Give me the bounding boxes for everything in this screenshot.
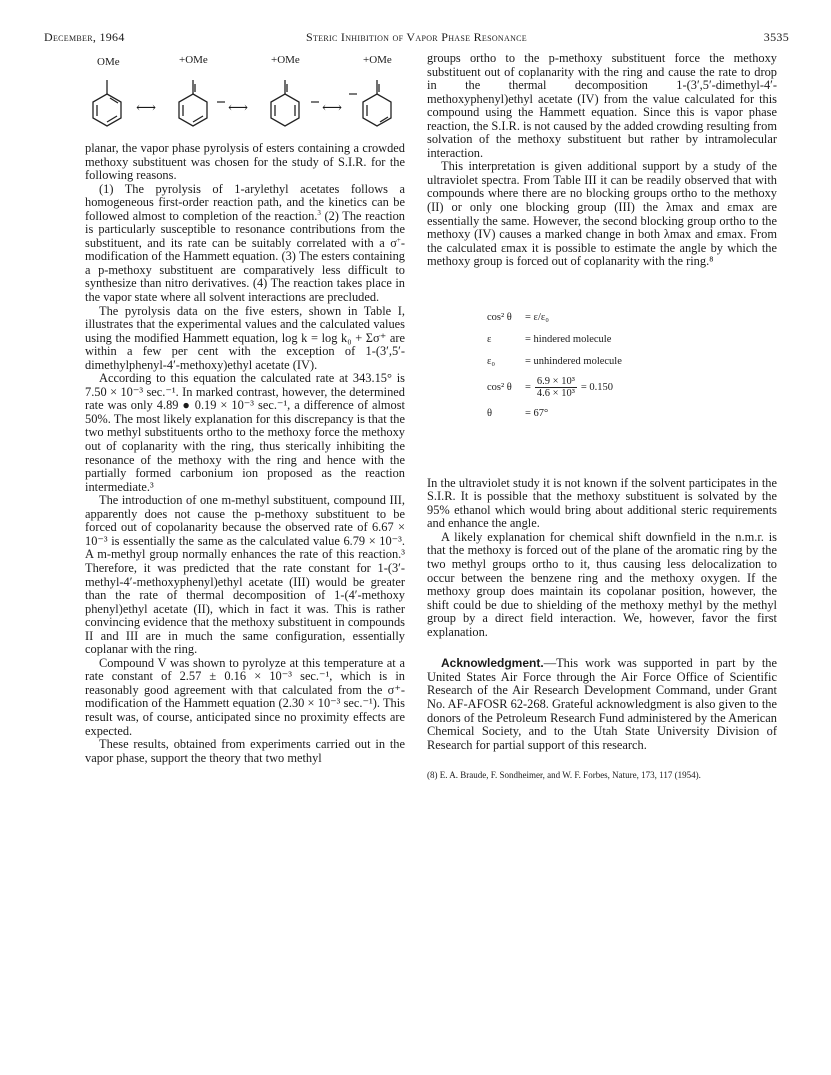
- paragraph: planar, the vapor phase pyrolysis of esters containing a crowded methoxy substituent was chosen for the study of S.I.R. for the following reasons.: [85, 141, 405, 183]
- equation-lhs: ε₀: [487, 355, 496, 367]
- paragraph: According to this equation the calculated rate at 343.15° is 7.50 × 10⁻³ sec.⁻¹. In marked contrast, however, the determined rate was only 4.89 ● 0.19 × 10⁻³ sec.⁻¹, a difference of almost 50%. The most likely explanation for this discrepancy is that the two methyl substituents ortho to the methoxy force the methoxy out of coplanarity with the ring, thus sterically inhibiting the resonance of the methoxy with the ring and hence with the partially formed carbonium ion proposed as the reaction intermediate.³: [85, 371, 405, 494]
- fraction: [535, 376, 577, 399]
- page-number: 3535: [763, 30, 789, 44]
- equation-rhs: = hindered molecule: [525, 333, 612, 345]
- header-date: December, 1964: [44, 30, 125, 44]
- benzene-ring-4: [363, 80, 391, 126]
- right-column: [427, 52, 777, 781]
- text-run: (2) The reaction is particularly susceptible to resonance contributions from the substituent, and its rate can be suitably correlated with a σ: [85, 208, 406, 250]
- equation-block: [487, 307, 777, 425]
- equation-lhs: θ: [487, 407, 493, 419]
- equation-row: [487, 329, 777, 351]
- benzene-ring-1: [93, 80, 121, 126]
- paragraph: Compound V was shown to pyrolyze at this temperature at a rate constant of 2.57 ± 0.16 × 10⁻³ sec.⁻¹, which is in reasonably good agreement with that calculated from the σ⁺-modification of the Hammett equation (2.30 × 10⁻³ sec.⁻¹). This result was, of course, anticipated since no proximity effects are expected.: [85, 655, 405, 738]
- equation-lhs: cos² θ: [487, 311, 512, 323]
- resonance-arrow-2: ⟷: [228, 101, 249, 116]
- resonance-structures-drawing: [85, 52, 405, 138]
- paragraph: (1) The pyrolysis of 1-arylethyl acetates follows a homogeneous first-order reaction path, and the kinetics can be followed almost to completion of the reaction.$^3$ (2) The reaction is particularly susceptible to resonance contributions from the substituent, and its rate can be suitably correlated with a σ+-modification of the Hammett equation. (3) The esters containing a p-methoxy substituent are comparatively less difficult to synthesize than nitro derivatives. (4) The reaction takes place in the vapor state where all solvent interactions are precluded.: [85, 181, 406, 305]
- benzene-ring-2: [179, 80, 207, 126]
- paragraph: This interpretation is given additional support by a study of the ultraviolet spectra. From Table III it can be readily observed that with compounds where there are no blocking groups ortho to the methoxy (II) or only one blocking group (III) the λmax and εmax are essentially the same. However, the second blocking group ortho to the methoxy (IV) causes a marked change in both λmax and εmax. From the calculated εmax it is possible to estimate the angle by which the methoxy group is forced out of coplanarity with the ring.⁸: [427, 159, 777, 269]
- resonance-arrow-1: ⟷: [136, 101, 157, 116]
- equation-row: [487, 351, 777, 373]
- left-column: [85, 52, 405, 765]
- paragraph: The introduction of one m-methyl substituent, compound III, apparently does not cause the p-methoxy substituent to be forced out of copolanarity because the observed rate of 6.67 × 10⁻³ is essentially the same as the calculated value 6.79 × 10⁻³. A m-methyl group normally enhances the rate of this reaction.³ Therefore, it was predicted that the rate constant for 1-(3′-methyl-4′-methoxyphenyl)ethyl acetate (III) would be greater than the rate of thermal decomposition of 1-(4′-methoxy phenyl)ethyl acetate (II), which in fact it was. This is rather convincing evidence that the methoxy substituent in compounds II and III are in much the same configuration, essentially coplanar with the ring.: [85, 493, 405, 657]
- text-run: (1) The pyrolysis of 1-arylethyl acetates follows a homogeneous first-order reaction path, and the kinetics can be followed almost to completion of the reaction.: [85, 181, 405, 223]
- text-run: -modification of the Hammett equation. (3) The esters containing a p-methoxy substituent are comparatively less difficult to synthesize than nitro derivatives. (4) The reaction takes place in the vapor state where all solvent interactions are precluded.: [85, 235, 405, 305]
- equation-lhs: ε: [487, 333, 492, 345]
- equals-sign: =: [525, 381, 531, 393]
- structure-label-4: +OMe: [363, 54, 392, 66]
- paragraph: groups ortho to the p-methoxy substituent force the methoxy substituent out of coplanarity with the ring and cause the rate to drop in the thermal decomposition 1-(3′,5′-dimethyl-4′-methoxyphenyl)ethyl acetate (IV) from the value calculated for this compound using the Hammett equation. Since this is vapor phase reaction, the S.I.R. is not caused by the added crowding resulting from solvation of the methoxy substituent but rather by intramolecular interaction.: [427, 51, 777, 160]
- acknowledgment-text: —This work was supported in part by the United States Air Force through the Air Force Office of Scientific Research of the Air Research Development Command, under Grant No. AF-AFOSR 62-268. Grateful acknowledgment is also given to the donors of the Petroleum Research Fund administered by the American Chemical Society, and to the Utah State University Division of Research for partial support of this research.: [427, 656, 777, 752]
- equation-rhs: = ε/ε₀: [525, 311, 549, 323]
- paragraph: A likely explanation for chemical shift downfield in the n.m.r. is that the methoxy is forced out of the plane of the aromatic ring by the two methyl groups ortho to it, thus causing less delocalization to occur between the benzene ring and the methoxy oxygen. If the methoxy group does maintain its copolanar position, however, the shift could be due to shielding of the methoxy methyl by the methyl group by a direct field interaction. We, however, favor the first explanation.: [427, 529, 777, 639]
- equation-row: [487, 373, 777, 403]
- equation-lhs: cos² θ: [487, 381, 512, 393]
- benzene-ring-3: [271, 80, 299, 126]
- equation-rhs: [525, 376, 613, 399]
- structure-label-1: OMe: [97, 56, 120, 68]
- acknowledgment: [427, 657, 777, 752]
- structure-label-2: +OMe: [179, 54, 208, 66]
- acknowledgment-heading: Acknowledgment.: [441, 656, 544, 671]
- resonance-structures: [85, 52, 405, 138]
- footnote-reference: (8) E. A. Braude, F. Sondheimer, and W. F. Forbes, Nature, 173, 117 (1954).: [427, 770, 701, 781]
- paragraph: These results, obtained from experiments carried out in the vapor phase, support the theory that two methyl: [85, 737, 405, 765]
- paragraph: In the ultraviolet study it is not known if the solvent participates in the S.I.R. It is possible that the methoxy substituent is solvated by the 95% ethanol which would bring about additional steric requirements and enhance the angle.: [427, 475, 777, 531]
- equation-rhs: = 67°: [525, 407, 549, 419]
- equation-result: = 0.150: [580, 381, 614, 393]
- equation-rhs: = unhindered molecule: [525, 355, 622, 367]
- running-header: [44, 30, 789, 46]
- fraction-denominator: 4.6 × 10³: [536, 388, 575, 400]
- fraction-numerator: 6.9 × 10³: [536, 376, 575, 388]
- equation-row: [487, 403, 777, 425]
- header-title: Steric Inhibition of Vapor Phase Resonance: [306, 30, 527, 44]
- resonance-arrow-3: ⟷: [322, 101, 343, 116]
- structure-label-3: +OMe: [271, 54, 300, 66]
- paragraph: The pyrolysis data on the five esters, shown in Table I, illustrates that the experimental values and the calculated values using the modified Hammett equation, log k = log k₀ + Σσ⁺ are within a few per cent with the exception of 1-(3′,5′-dimethylphenyl-4′-methoxy)ethyl acetate (IV).: [85, 303, 405, 372]
- equation-row: [487, 307, 777, 329]
